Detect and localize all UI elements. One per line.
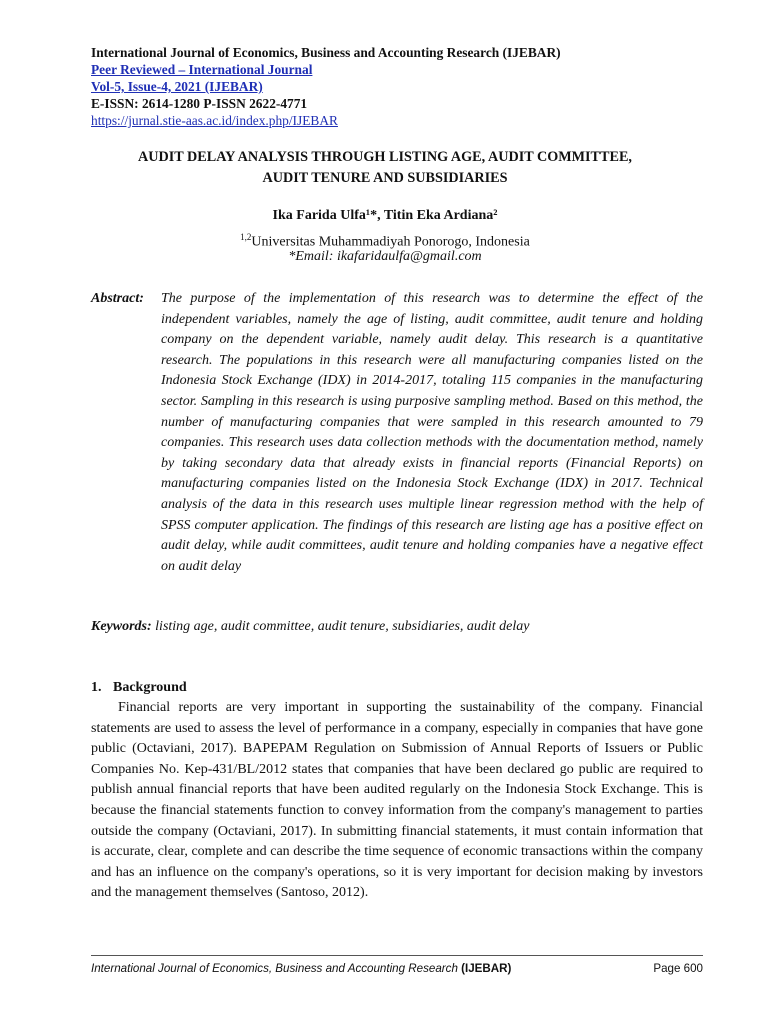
section-number: 1.: [91, 680, 102, 695]
abstract-label: Abstract:: [91, 291, 144, 306]
section-heading: [91, 678, 187, 698]
affiliation-superscript: 1,2: [240, 232, 252, 242]
journal-url-link[interactable]: https://jurnal.stie-aas.ac.id/index.php/IJEBAR: [91, 113, 338, 128]
abstract-text: The purpose of the implementation of this research was to determine the effect of the independent variables, namely the age of listing, audit committee, audit tenure and holding company on the dependent variable, namely audit delay. This research is a quantitative research. The populations in this research were all manufacturing companies listed on the Indonesia Stock Exchange (IDX) in 2014-2017, totaling 115 companies in the manufacturing sector. Sampling in this research is using purposive sampling method. Based on this method, the number of manufacturing companies that were sampled in this research amounted to 79 companies. This research uses data collection methods with the documentation method, namely by taking secondary data that already exists in financial reports (Financial Reports) on manufacturing companies listed on the Indonesia Stock Exchange (IDX) in 2017. Technical analysis of the data in this research uses multiple linear regression method with the help of SPSS computer application. The findings of this research are listing age has a positive effect on audit delay, while audit committees, audit tenure and holding companies have a negative effect on audit delay: [161, 291, 703, 574]
journal-header: [91, 44, 691, 129]
corresponding-email[interactable]: *Email: ikafaridaulfa@gmail.com: [288, 249, 482, 264]
footer-journal-abbr: (IJEBAR): [461, 962, 512, 975]
volume-issue-link[interactable]: Vol-5, Issue-4, 2021 (IJEBAR): [91, 79, 263, 94]
footer-journal: [91, 961, 511, 977]
page-number: Page 600: [653, 962, 703, 975]
keywords-label: Keywords:: [91, 619, 152, 634]
keywords: [91, 617, 703, 637]
keywords-text: listing age, audit committee, audit tenure, subsidiaries, audit delay: [155, 619, 530, 634]
peer-reviewed-link[interactable]: Peer Reviewed – International Journal: [91, 62, 313, 77]
affiliation-text: Universitas Muhammadiyah Ponorogo, Indonesia: [251, 234, 530, 250]
footer-journal-name: International Journal of Economics, Business and Accounting Research: [91, 962, 458, 975]
section-paragraph: Financial reports are very important in supporting the sustainability of the company. Financial statements are used to assess the level of performance in a company, especially in companies that have gone public (Octaviani, 2017). BAPEPAM Regulation on Submission of Annual Reports of Issuers or Public Companies No. Kep-431/BL/2012 states that companies that have been declared go public are required to publish annual financial reports that have been audited regularly on the Indonesia Stock Exchange. This is because the financial statements function to convey information from the company's management to parties outside the company (Octaviani, 2017). In submitting financial statements, it must contain information that is accurate, clear, complete and can describe the time sequence of economic transactions within the company and has an influence on the company's operations, so it is very important for decision making by investors and the management themselves (Santoso, 2012).: [91, 700, 703, 901]
journal-name: International Journal of Economics, Business and Accounting Research (IJEBAR): [91, 45, 561, 60]
article-title-line-1: AUDIT DELAY ANALYSIS THROUGH LISTING AGE, AUDIT COMMITTEE,: [138, 149, 632, 165]
section-title: Background: [113, 680, 187, 695]
footer-divider: [91, 955, 703, 956]
author-list: Ika Farida Ulfa¹*, Titin Eka Ardiana²: [272, 208, 498, 223]
issn-line: E-ISSN: 2614-1280 P-ISSN 2622-4771: [91, 96, 308, 111]
article-title-line-2: AUDIT TENURE AND SUBSIDIARIES: [262, 170, 508, 186]
article-title: [91, 147, 679, 189]
